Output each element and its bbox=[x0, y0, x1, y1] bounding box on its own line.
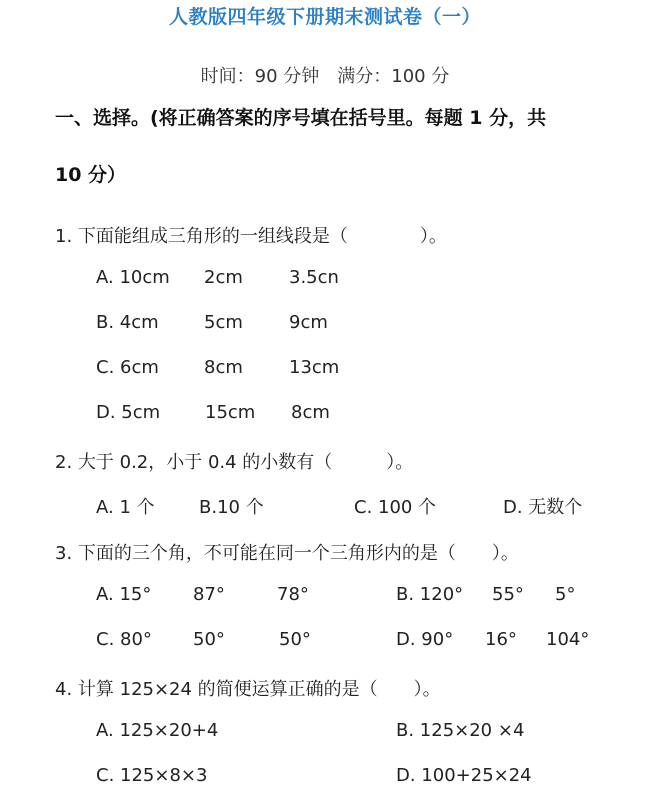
q3-option-d-1: D. 90° bbox=[396, 629, 454, 650]
q3-option-b-1: B. 120° bbox=[396, 584, 464, 605]
q4-option-b: B. 125×20 ×4 bbox=[396, 720, 525, 741]
q3-option-a-2: 87° bbox=[193, 584, 225, 605]
question-4-stem: 4. 计算 125×24 的简便运算正确的是（ ）。 bbox=[55, 679, 441, 700]
q3-option-a-3: 78° bbox=[277, 584, 309, 605]
q3-option-c-1: C. 80° bbox=[96, 629, 152, 650]
q1-option-d-2: 15cm bbox=[205, 402, 256, 423]
q3-option-a-1: A. 15° bbox=[96, 584, 152, 605]
q3-option-b-3: 5° bbox=[555, 584, 576, 605]
q1-option-b-1: B. 4cm bbox=[96, 312, 159, 333]
q4-option-a: A. 125×20+4 bbox=[96, 720, 219, 741]
q4-option-c: C. 125×8×3 bbox=[96, 765, 208, 786]
section-heading-line1: 一、选择。(将正确答案的序号填在括号里。每题 1 分，共 bbox=[55, 107, 547, 129]
q1-option-c-3: 13cm bbox=[289, 357, 340, 378]
question-1-stem: 1. 下面能组成三角形的一组线段是（ ）。 bbox=[55, 226, 447, 247]
q3-option-d-3: 104° bbox=[546, 629, 590, 650]
q3-option-c-3: 50° bbox=[279, 629, 311, 650]
q2-option-a: A. 1 个 bbox=[96, 497, 155, 518]
q1-option-b-2: 5cm bbox=[204, 312, 243, 333]
q3-option-c-2: 50° bbox=[193, 629, 225, 650]
q1-option-b-3: 9cm bbox=[289, 312, 328, 333]
q2-option-c: C. 100 个 bbox=[354, 497, 437, 518]
exam-meta: 时间：90 分钟 满分：100 分 bbox=[200, 66, 450, 87]
q1-option-d-3: 8cm bbox=[291, 402, 330, 423]
q3-option-b-2: 55° bbox=[492, 584, 524, 605]
section-heading-line2: 10 分） bbox=[55, 164, 127, 186]
page-title: 人教版四年级下册期末测试卷（一） bbox=[168, 6, 481, 28]
q1-option-a-1: A. 10cm bbox=[96, 267, 170, 288]
q3-option-d-2: 16° bbox=[485, 629, 517, 650]
q1-option-a-3: 3.5cn bbox=[289, 267, 339, 288]
question-3-stem: 3. 下面的三个角，不可能在同一个三角形内的是（ ）。 bbox=[55, 543, 519, 564]
q2-option-b: B.10 个 bbox=[199, 497, 264, 518]
q1-option-a-2: 2cm bbox=[204, 267, 243, 288]
q1-option-c-1: C. 6cm bbox=[96, 357, 159, 378]
q4-option-d: D. 100+25×24 bbox=[396, 765, 532, 786]
q1-option-d-1: D. 5cm bbox=[96, 402, 161, 423]
question-2-stem: 2. 大于 0.2，小于 0.4 的小数有（ ）。 bbox=[55, 452, 414, 473]
q1-option-c-2: 8cm bbox=[204, 357, 243, 378]
q2-option-d: D. 无数个 bbox=[503, 497, 583, 518]
